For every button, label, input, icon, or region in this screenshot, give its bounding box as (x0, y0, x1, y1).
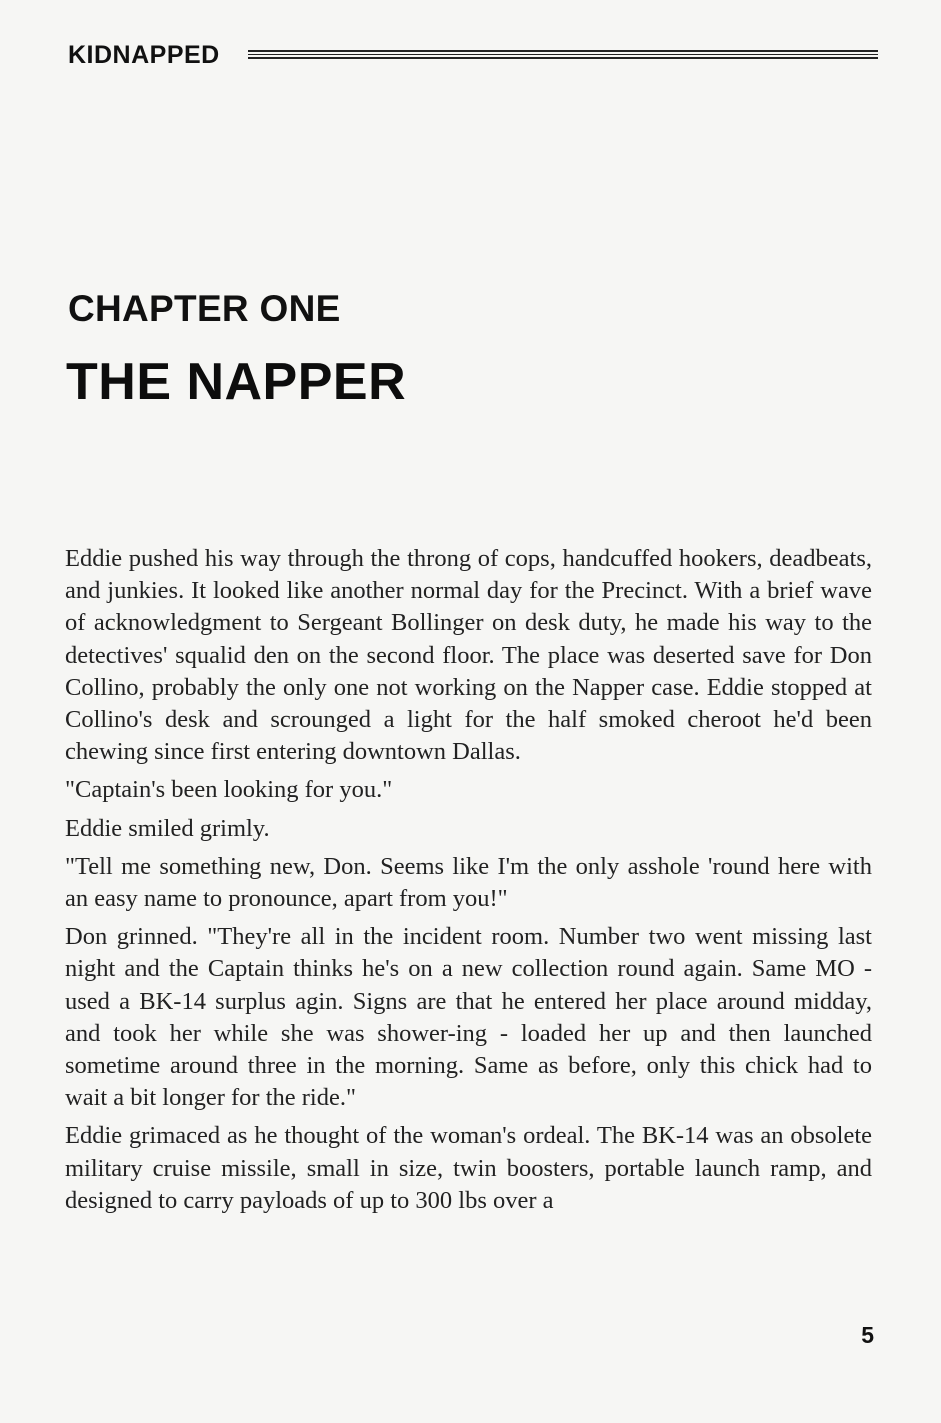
body-text (65, 543, 872, 1217)
paragraph: Eddie smiled grimly. (65, 814, 270, 842)
running-head (68, 40, 878, 70)
paragraph: Eddie grimaced as he thought of the woman's ordeal. The BK-14 was an obsolete military cruise missile, small in size, twin boosters, portable launch ramp, and designed to carry payloads of up to 300 lbs over a (65, 1122, 872, 1214)
paragraph: "Tell me something new, Don. Seems like I'm the only asshole 'round here with an easy name to pronounce, apart from you!" (65, 852, 872, 913)
running-head-title: KIDNAPPED (68, 40, 220, 69)
chapter-title: THE NAPPER (66, 353, 407, 411)
paragraph: Eddie pushed his way through the throng of cops, handcuffed hookers, deadbeats, and junkies. It looked like another normal day for the Precinct. With a brief wave of acknowledgment to Sergeant Bollinger on desk duty, he made his way to the detectives' squalid den on the second floor. The place was deserted save for Don Collino, probably the only one not working on the Napper case. Eddie stopped at Collino's desk and scrounged a light for the half smoked cheroot he'd been chewing since first entering downtown Dallas. (65, 545, 872, 766)
paragraph: Don grinned. "They're all in the incident room. Number two went missing last night and the Captain thinks he's on a new collection round again. Same MO - used a BK-14 surplus agin. Signs are that he entered her place around midday, and took her while she was shower-ing - loaded her up and then launched sometime around three in the morning. Same as before, only this chick had to wait a bit longer for the ride." (65, 923, 872, 1112)
chapter-label: CHAPTER ONE (68, 288, 341, 329)
paragraph: "Captain's been looking for you." (65, 776, 393, 804)
running-head-rule (248, 49, 878, 61)
page-number: 5 (861, 1322, 874, 1348)
